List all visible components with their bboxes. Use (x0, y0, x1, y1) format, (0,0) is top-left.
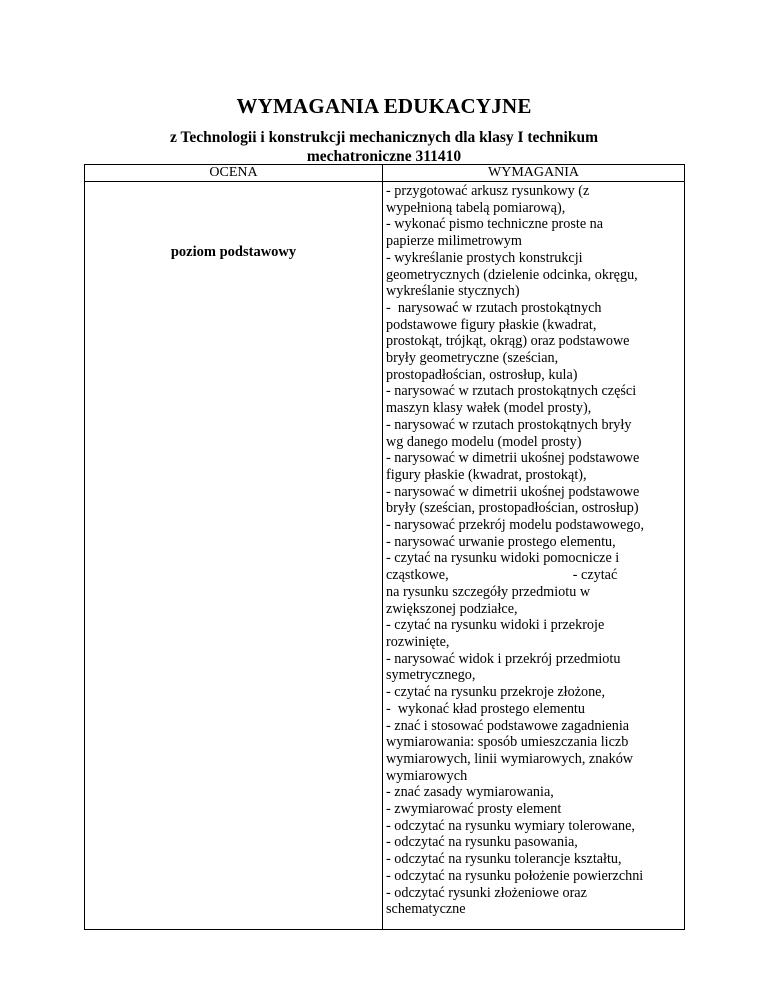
document-title: WYMAGANIA EDUKACYJNE (236, 94, 532, 118)
requirement-line: - narysować w rzutach prostokątnych (386, 299, 602, 316)
requirement-line: figury płaskie (kwadrat, prostokąt), (386, 466, 587, 483)
requirement-line: bryły geometryczne (sześcian, (386, 350, 559, 367)
requirement-line: wypełnioną tabelą pomiarową), (386, 199, 566, 216)
requirement-line: - znać i stosować podstawowe zagadnienia (386, 717, 630, 734)
requirement-line: - czytać na rysunku przekroje złożone, (386, 684, 606, 701)
document-subtitle (120, 128, 648, 166)
requirement-line: - odczytać rysunki złożeniowe oraz (386, 884, 587, 901)
requirement-line: geometrycznych (dzielenie odcinka, okręgu, (386, 266, 638, 283)
requirement-line: wymiarowych (386, 767, 468, 784)
requirement-line: bryły (sześcian, prostopadłościan, ostrosłup) (386, 500, 639, 517)
header-divider (85, 181, 684, 182)
requirement-line: - odczytać na rysunku tolerancje kształtu, (386, 851, 622, 868)
requirement-line: prostopadłościan, ostrosłup, kula) (386, 366, 578, 383)
requirement-line: - odczytać na rysunku położenie powierzchni (386, 867, 644, 884)
subtitle-line-2: mechatroniczne 311410 (306, 148, 462, 165)
requirement-line: prostokąt, trójkąt, okrąg) oraz podstawowe (386, 333, 630, 350)
requirement-line: rozwinięte, (386, 633, 450, 650)
requirement-line: - odczytać na rysunku wymiary tolerowane, (386, 817, 635, 834)
requirement-line: - czytać na rysunku widoki i przekroje (386, 617, 605, 634)
requirement-line: - odczytać na rysunku pasowania, (386, 834, 578, 851)
requirement-line: - przygotować arkusz rysunkowy (z (386, 183, 590, 199)
header-requirements: WYMAGANIA (488, 165, 579, 180)
requirements-table (84, 164, 685, 930)
requirement-line: - narysować w dimetrii ukośnej podstawowe (386, 450, 640, 467)
requirement-line: symetrycznego, (386, 667, 476, 684)
requirement-line: - zwymiarować prosty element (386, 801, 562, 818)
requirement-line: schematyczne (386, 901, 466, 918)
requirement-line: wymiarowych, linii wymiarowych, znaków (386, 750, 634, 767)
requirement-line: - wykonać kład prostego elementu (386, 700, 585, 717)
column-divider (382, 165, 383, 929)
requirement-line: wg danego modelu (model prosty) (386, 433, 582, 450)
requirements-list (386, 183, 684, 918)
requirement-line: - narysować widok i przekrój przedmiotu (386, 650, 621, 667)
requirement-line: - znać zasady wymiarowania, (386, 784, 554, 801)
requirement-line: podstawowe figury płaskie (kwadrat, (386, 316, 597, 333)
requirement-line: na rysunku szczegóły przedmiotu w (386, 583, 591, 600)
level-label: poziom podstawowy (170, 244, 297, 260)
requirement-line: - narysować w dimetrii ukośnej podstawowe (386, 483, 640, 500)
subtitle-line-1: z Technologii i konstrukcji mechanicznych dla klasy I technikum (169, 129, 599, 146)
requirement-line: - narysować w rzutach prostokątnych bryły (386, 416, 632, 433)
requirement-line: - narysować urwanie prostego elementu, (386, 533, 616, 550)
requirement-line: - narysować przekrój modelu podstawowego, (386, 517, 645, 534)
requirement-line: wymiarowania: sposób umieszczania liczb (386, 734, 629, 751)
requirement-line: maszyn klasy wałek (model prosty), (386, 400, 592, 417)
requirement-line: - wykreślanie prostych konstrukcji (386, 249, 583, 266)
requirement-line: cząstkowe, - czytać (386, 567, 618, 584)
requirement-line: - narysować w rzutach prostokątnych części (386, 383, 637, 400)
requirement-line: wykreślanie stycznych) (386, 283, 520, 300)
requirement-line: - czytać na rysunku widoki pomocnicze i (386, 550, 620, 567)
header-grade: OCENA (209, 165, 258, 180)
requirement-line: papierze milimetrowym (386, 233, 522, 250)
requirement-line: - wykonać pismo techniczne proste na (386, 216, 604, 233)
requirement-line: zwiększonej podziałce, (386, 600, 518, 617)
